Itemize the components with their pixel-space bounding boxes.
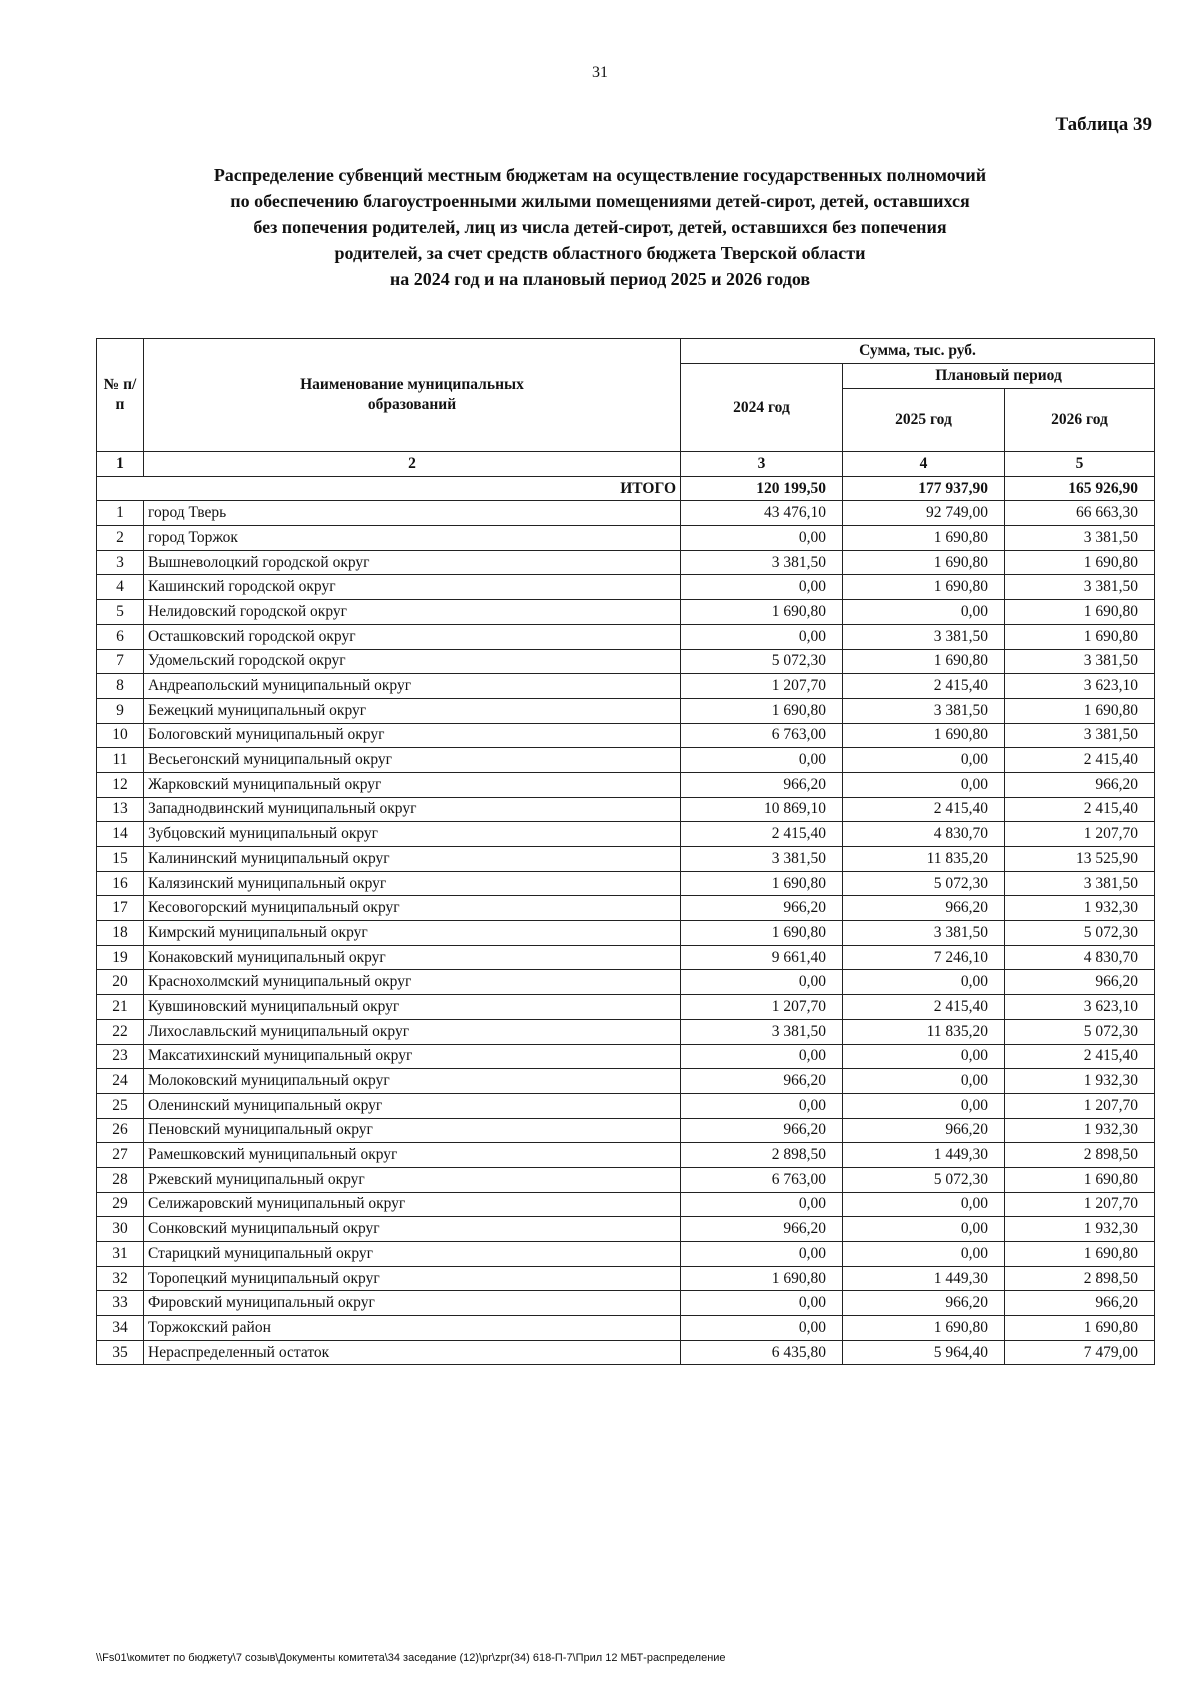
row-number: 28 <box>97 1167 144 1192</box>
table-row <box>97 1118 1155 1143</box>
header-name-text: Наименование муниципальных образований <box>300 376 524 413</box>
value-2025: 0,00 <box>843 748 1005 773</box>
value-2025: 0,00 <box>843 772 1005 797</box>
value-2026: 3 381,50 <box>1005 526 1155 551</box>
value-2026: 3 381,50 <box>1005 871 1155 896</box>
table-row <box>97 674 1155 699</box>
municipality-name: Лихославльский муниципальный округ <box>144 1019 681 1044</box>
row-number: 5 <box>97 600 144 625</box>
column-index: 1 <box>97 452 144 477</box>
header-2026: 2026 год <box>1005 389 1155 452</box>
municipality-name: Кашинский городской округ <box>144 575 681 600</box>
municipality-name: Сонковский муниципальный округ <box>144 1217 681 1242</box>
value-2026: 2 898,50 <box>1005 1266 1155 1291</box>
table-row <box>97 748 1155 773</box>
table-row <box>97 1069 1155 1094</box>
column-index-row <box>97 452 1155 477</box>
value-2024: 0,00 <box>681 1044 843 1069</box>
value-2026: 966,20 <box>1005 1291 1155 1316</box>
table-row <box>97 526 1155 551</box>
municipality-name: Кесовогорский муниципальный округ <box>144 896 681 921</box>
value-2025: 0,00 <box>843 1242 1005 1267</box>
total-label: ИТОГО <box>97 476 681 501</box>
value-2025: 3 381,50 <box>843 624 1005 649</box>
value-2026: 13 525,90 <box>1005 847 1155 872</box>
subsidy-table <box>96 338 1155 1365</box>
value-2026: 1 690,80 <box>1005 1167 1155 1192</box>
value-2025: 2 415,40 <box>843 995 1005 1020</box>
table-row <box>97 1044 1155 1069</box>
column-index: 2 <box>144 452 681 477</box>
value-2026: 1 932,30 <box>1005 896 1155 921</box>
value-2026: 3 381,50 <box>1005 649 1155 674</box>
value-2025: 1 690,80 <box>843 723 1005 748</box>
value-2026: 3 623,10 <box>1005 995 1155 1020</box>
row-number: 34 <box>97 1316 144 1341</box>
table-row <box>97 970 1155 995</box>
municipality-name: Калязинский муниципальный округ <box>144 871 681 896</box>
row-number: 19 <box>97 945 144 970</box>
value-2025: 4 830,70 <box>843 822 1005 847</box>
municipality-name: Ржевский муниципальный округ <box>144 1167 681 1192</box>
table-row <box>97 772 1155 797</box>
municipality-name: Жарковский муниципальный округ <box>144 772 681 797</box>
row-number: 6 <box>97 624 144 649</box>
value-2026: 4 830,70 <box>1005 945 1155 970</box>
table-row <box>97 501 1155 526</box>
row-number: 8 <box>97 674 144 699</box>
table-row <box>97 600 1155 625</box>
value-2024: 966,20 <box>681 896 843 921</box>
value-2026: 5 072,30 <box>1005 921 1155 946</box>
total-2026: 165 926,90 <box>1005 476 1155 501</box>
table-row <box>97 921 1155 946</box>
header-2025: 2025 год <box>843 389 1005 452</box>
municipality-name: город Торжок <box>144 526 681 551</box>
municipality-name: город Тверь <box>144 501 681 526</box>
row-number: 29 <box>97 1192 144 1217</box>
row-number: 23 <box>97 1044 144 1069</box>
row-number: 1 <box>97 501 144 526</box>
value-2024: 0,00 <box>681 970 843 995</box>
table-row <box>97 1217 1155 1242</box>
row-number: 4 <box>97 575 144 600</box>
total-2025: 177 937,90 <box>843 476 1005 501</box>
value-2025: 0,00 <box>843 970 1005 995</box>
row-number: 10 <box>97 723 144 748</box>
value-2026: 966,20 <box>1005 970 1155 995</box>
table-row <box>97 1340 1155 1365</box>
value-2025: 966,20 <box>843 1118 1005 1143</box>
column-index: 3 <box>681 452 843 477</box>
value-2025: 0,00 <box>843 1192 1005 1217</box>
municipality-name: Удомельский городской округ <box>144 649 681 674</box>
value-2025: 0,00 <box>843 600 1005 625</box>
table-row <box>97 797 1155 822</box>
value-2024: 0,00 <box>681 526 843 551</box>
table-row <box>97 945 1155 970</box>
header-2024: 2024 год <box>681 364 843 452</box>
column-index: 4 <box>843 452 1005 477</box>
column-index: 5 <box>1005 452 1155 477</box>
table-row <box>97 1266 1155 1291</box>
value-2026: 1 690,80 <box>1005 698 1155 723</box>
municipality-name: Молоковский муниципальный округ <box>144 1069 681 1094</box>
value-2024: 3 381,50 <box>681 847 843 872</box>
value-2026: 3 623,10 <box>1005 674 1155 699</box>
table-row <box>97 847 1155 872</box>
value-2026: 1 207,70 <box>1005 822 1155 847</box>
value-2026: 1 690,80 <box>1005 1316 1155 1341</box>
value-2024: 1 207,70 <box>681 995 843 1020</box>
value-2026: 66 663,30 <box>1005 501 1155 526</box>
value-2025: 0,00 <box>843 1217 1005 1242</box>
title-line: по обеспечению благоустроенными жилыми помещениями детей-сирот, детей, оставшихся <box>230 191 970 211</box>
municipality-name: Бежецкий муниципальный округ <box>144 698 681 723</box>
value-2025: 5 964,40 <box>843 1340 1005 1365</box>
value-2024: 0,00 <box>681 748 843 773</box>
row-number: 25 <box>97 1093 144 1118</box>
value-2026: 1 932,30 <box>1005 1069 1155 1094</box>
value-2024: 966,20 <box>681 1118 843 1143</box>
row-number: 22 <box>97 1019 144 1044</box>
value-2024: 0,00 <box>681 1192 843 1217</box>
title-line: на 2024 год и на плановый период 2025 и 2026 годов <box>389 269 811 289</box>
row-number: 7 <box>97 649 144 674</box>
municipality-name: Калининский муниципальный округ <box>144 847 681 872</box>
header-plan-period: Плановый период <box>843 364 1155 389</box>
header-name <box>144 339 681 452</box>
value-2026: 1 690,80 <box>1005 550 1155 575</box>
table-row <box>97 1167 1155 1192</box>
value-2024: 9 661,40 <box>681 945 843 970</box>
value-2024: 1 690,80 <box>681 698 843 723</box>
value-2025: 3 381,50 <box>843 698 1005 723</box>
municipality-name: Западнодвинский муниципальный округ <box>144 797 681 822</box>
municipality-name: Фировский муниципальный округ <box>144 1291 681 1316</box>
value-2026: 1 207,70 <box>1005 1192 1155 1217</box>
value-2024: 966,20 <box>681 1069 843 1094</box>
municipality-name: Торопецкий муниципальный округ <box>144 1266 681 1291</box>
value-2024: 0,00 <box>681 624 843 649</box>
row-number: 24 <box>97 1069 144 1094</box>
row-number: 32 <box>97 1266 144 1291</box>
value-2024: 1 690,80 <box>681 1266 843 1291</box>
value-2024: 1 690,80 <box>681 600 843 625</box>
table-label: Таблица 39 <box>1055 114 1152 135</box>
value-2024: 1 690,80 <box>681 921 843 946</box>
municipality-name: Бологовский муниципальный округ <box>144 723 681 748</box>
table-row <box>97 575 1155 600</box>
table-row <box>97 1093 1155 1118</box>
header-amount: Сумма, тыс. руб. <box>681 339 1155 364</box>
row-number: 26 <box>97 1118 144 1143</box>
value-2025: 5 072,30 <box>843 1167 1005 1192</box>
page-number: 31 <box>592 64 608 81</box>
table-row <box>97 698 1155 723</box>
table-row <box>97 871 1155 896</box>
value-2024: 966,20 <box>681 1217 843 1242</box>
table-row <box>97 1143 1155 1168</box>
value-2025: 966,20 <box>843 896 1005 921</box>
total-row <box>97 476 1155 501</box>
value-2026: 1 932,30 <box>1005 1118 1155 1143</box>
value-2026: 3 381,50 <box>1005 723 1155 748</box>
row-number: 11 <box>97 748 144 773</box>
total-2024: 120 199,50 <box>681 476 843 501</box>
municipality-name: Вышневолоцкий городской округ <box>144 550 681 575</box>
value-2025: 966,20 <box>843 1291 1005 1316</box>
value-2026: 1 690,80 <box>1005 1242 1155 1267</box>
table-row <box>97 995 1155 1020</box>
municipality-name: Краснохолмский муниципальный округ <box>144 970 681 995</box>
row-number: 14 <box>97 822 144 847</box>
municipality-name: Зубцовский муниципальный округ <box>144 822 681 847</box>
value-2025: 0,00 <box>843 1093 1005 1118</box>
value-2024: 5 072,30 <box>681 649 843 674</box>
municipality-name: Торжокский район <box>144 1316 681 1341</box>
value-2025: 1 690,80 <box>843 1316 1005 1341</box>
row-number: 18 <box>97 921 144 946</box>
row-number: 9 <box>97 698 144 723</box>
value-2025: 1 690,80 <box>843 526 1005 551</box>
value-2025: 0,00 <box>843 1069 1005 1094</box>
municipality-name: Кувшиновский муниципальный округ <box>144 995 681 1020</box>
table-row <box>97 550 1155 575</box>
value-2025: 1 690,80 <box>843 649 1005 674</box>
title-line: родителей, за счет средств областного бюджета Тверской области <box>334 243 866 263</box>
value-2025: 1 690,80 <box>843 550 1005 575</box>
row-number: 27 <box>97 1143 144 1168</box>
value-2025: 7 246,10 <box>843 945 1005 970</box>
table-row <box>97 723 1155 748</box>
row-number: 13 <box>97 797 144 822</box>
value-2025: 3 381,50 <box>843 921 1005 946</box>
value-2024: 1 207,70 <box>681 674 843 699</box>
value-2025: 0,00 <box>843 1044 1005 1069</box>
municipality-name: Рамешковский муниципальный округ <box>144 1143 681 1168</box>
value-2024: 0,00 <box>681 1093 843 1118</box>
value-2025: 11 835,20 <box>843 847 1005 872</box>
value-2025: 1 690,80 <box>843 575 1005 600</box>
value-2025: 1 449,30 <box>843 1266 1005 1291</box>
row-number: 31 <box>97 1242 144 1267</box>
value-2024: 6 435,80 <box>681 1340 843 1365</box>
municipality-name: Оленинский муниципальный округ <box>144 1093 681 1118</box>
value-2025: 2 415,40 <box>843 674 1005 699</box>
table-row <box>97 624 1155 649</box>
municipality-name: Весьегонский муниципальный округ <box>144 748 681 773</box>
value-2024: 2 415,40 <box>681 822 843 847</box>
title-line: без попечения родителей, лиц из числа детей-сирот, детей, оставшихся без попечения <box>253 217 947 237</box>
header-no-text: № п/п <box>103 376 137 413</box>
value-2026: 1 932,30 <box>1005 1217 1155 1242</box>
value-2026: 2 415,40 <box>1005 797 1155 822</box>
value-2024: 6 763,00 <box>681 1167 843 1192</box>
value-2025: 1 449,30 <box>843 1143 1005 1168</box>
document-title <box>120 162 1080 292</box>
municipality-name: Пеновский муниципальный округ <box>144 1118 681 1143</box>
municipality-name: Конаковский муниципальный округ <box>144 945 681 970</box>
header-no <box>97 339 144 452</box>
value-2025: 5 072,30 <box>843 871 1005 896</box>
value-2026: 2 415,40 <box>1005 1044 1155 1069</box>
row-number: 30 <box>97 1217 144 1242</box>
value-2026: 966,20 <box>1005 772 1155 797</box>
value-2026: 2 415,40 <box>1005 748 1155 773</box>
row-number: 15 <box>97 847 144 872</box>
row-number: 33 <box>97 1291 144 1316</box>
municipality-name: Андреапольский муниципальный округ <box>144 674 681 699</box>
value-2024: 6 763,00 <box>681 723 843 748</box>
table-row <box>97 896 1155 921</box>
value-2026: 3 381,50 <box>1005 575 1155 600</box>
value-2024: 966,20 <box>681 772 843 797</box>
row-number: 2 <box>97 526 144 551</box>
municipality-name: Селижаровский муниципальный округ <box>144 1192 681 1217</box>
value-2026: 1 690,80 <box>1005 600 1155 625</box>
table-row <box>97 1316 1155 1341</box>
table-row <box>97 1291 1155 1316</box>
value-2024: 2 898,50 <box>681 1143 843 1168</box>
value-2026: 5 072,30 <box>1005 1019 1155 1044</box>
value-2024: 1 690,80 <box>681 871 843 896</box>
municipality-name: Осташковский городской округ <box>144 624 681 649</box>
table-row <box>97 649 1155 674</box>
municipality-name: Максатихинский муниципальный округ <box>144 1044 681 1069</box>
value-2025: 92 749,00 <box>843 501 1005 526</box>
footer-file-path: \\Fs01\комитет по бюджету\7 созыв\Документы комитета\34 заседание (12)\pr\zpr(34) 618-П-7\Прил 12 МБТ-распределение <box>96 1652 726 1664</box>
value-2026: 1 207,70 <box>1005 1093 1155 1118</box>
value-2024: 0,00 <box>681 575 843 600</box>
value-2024: 10 869,10 <box>681 797 843 822</box>
municipality-name: Нелидовский городской округ <box>144 600 681 625</box>
row-number: 21 <box>97 995 144 1020</box>
value-2025: 2 415,40 <box>843 797 1005 822</box>
title-line: Распределение субвенций местным бюджетам на осуществление государственных полномочий <box>213 165 987 185</box>
row-number: 12 <box>97 772 144 797</box>
row-number: 20 <box>97 970 144 995</box>
municipality-name: Старицкий муниципальный округ <box>144 1242 681 1267</box>
value-2024: 0,00 <box>681 1291 843 1316</box>
municipality-name: Кимрский муниципальный округ <box>144 921 681 946</box>
value-2026: 2 898,50 <box>1005 1143 1155 1168</box>
row-number: 16 <box>97 871 144 896</box>
value-2024: 0,00 <box>681 1242 843 1267</box>
value-2026: 7 479,00 <box>1005 1340 1155 1365</box>
value-2026: 1 690,80 <box>1005 624 1155 649</box>
value-2024: 3 381,50 <box>681 1019 843 1044</box>
row-number: 17 <box>97 896 144 921</box>
table-row <box>97 822 1155 847</box>
value-2025: 11 835,20 <box>843 1019 1005 1044</box>
row-number: 3 <box>97 550 144 575</box>
value-2024: 3 381,50 <box>681 550 843 575</box>
row-number: 35 <box>97 1340 144 1365</box>
municipality-name: Нераспределенный остаток <box>144 1340 681 1365</box>
value-2024: 43 476,10 <box>681 501 843 526</box>
value-2024: 0,00 <box>681 1316 843 1341</box>
table-row <box>97 1192 1155 1217</box>
table-row <box>97 1242 1155 1267</box>
table-row <box>97 1019 1155 1044</box>
